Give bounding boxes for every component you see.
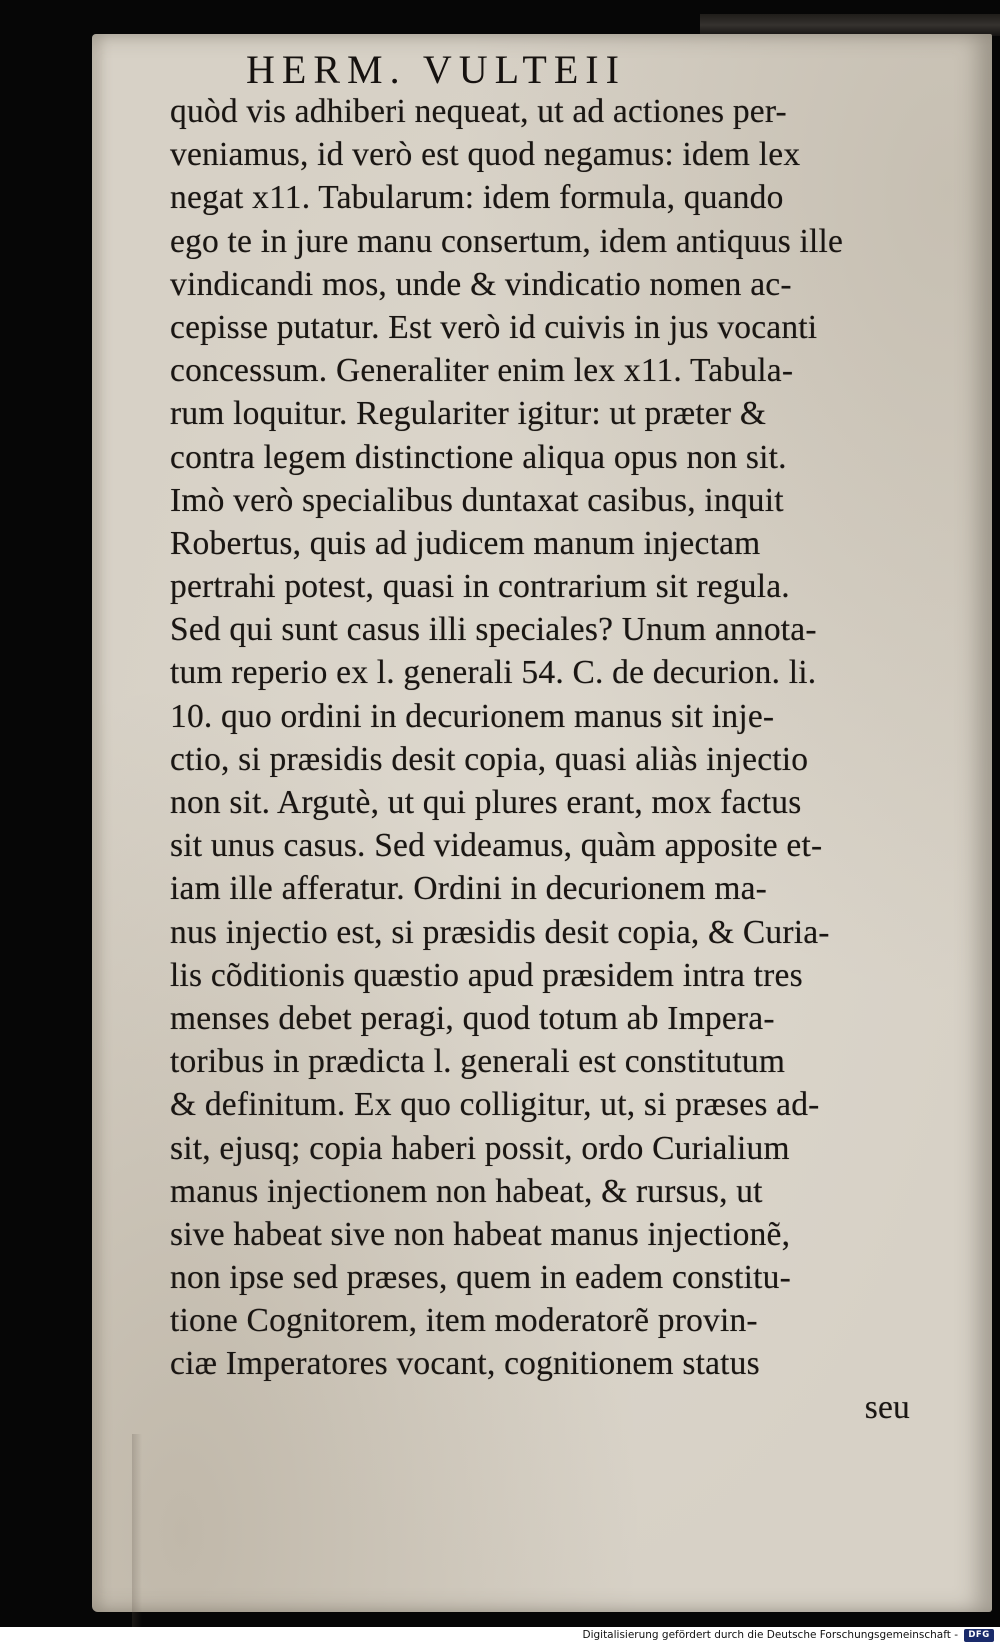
- dfg-logo-icon: DFG: [964, 1629, 994, 1642]
- text-line: vindicandi mos, unde & vindicatio nomen ac-: [170, 265, 792, 303]
- text-line: & definitum. Ex quo colligitur, ut, si præses ad-: [170, 1086, 820, 1124]
- digitization-credit: Digitalisierung gefördert durch die Deutsche Forschungsgemeinschaft -: [582, 1629, 958, 1641]
- text-line: tum reperio ex l. generali 54. C. de decurion. li.: [170, 654, 817, 692]
- text-line: non ipse sed præses, quem in eadem constitu-: [170, 1259, 791, 1297]
- text-line: Sed qui sunt casus illi speciales? Unum annota-: [170, 611, 817, 649]
- page-shadow: [132, 1434, 142, 1634]
- catchword: seu: [864, 1388, 910, 1426]
- text-line: rum loquitur. Regulariter igitur: ut præter &: [170, 395, 767, 433]
- text-line: contra legem distinctione aliqua opus non sit.: [170, 438, 787, 476]
- text-line: concessum. Generaliter enim lex x11. Tabula-: [170, 352, 794, 390]
- text-line: 10. quo ordini in decurionem manus sit inje-: [170, 697, 775, 735]
- text-line: negat x11. Tabularum: idem formula, quando: [170, 179, 784, 217]
- text-line: toribus in prædicta l. generali est constitutum: [170, 1043, 786, 1081]
- text-line: manus injectionem non habeat, & rursus, ut: [170, 1172, 763, 1210]
- page-stack-edge: [700, 14, 1000, 36]
- text-line: iam ille afferatur. Ordini in decurionem ma-: [170, 870, 768, 908]
- text-line: quòd vis adhiberi nequeat, ut ad actiones per-: [170, 93, 787, 130]
- text-line: pertrahi potest, quasi in contrarium sit regula.: [170, 568, 790, 606]
- body-text: [170, 90, 940, 1429]
- text-line: ego te in jure manu consertum, idem antiquus ille: [170, 222, 844, 260]
- text-line: Imò verò specialibus duntaxat casibus, inquit: [170, 481, 784, 519]
- text-line: tione Cognitorem, item moderatorẽ provin-: [170, 1302, 758, 1340]
- text-line: ctio, si præsidis desit copia, quasi aliàs injectio: [170, 740, 809, 778]
- text-line: veniamus, id verò est quod negamus: idem lex: [170, 136, 801, 174]
- text-line: nus injectio est, si præsidis desit copia, & Curia-: [170, 913, 830, 951]
- text-line: menses debet peragi, quod totum ab Impera-: [170, 999, 775, 1037]
- text-line: ciæ Imperatores vocant, cognitionem status: [170, 1345, 760, 1383]
- running-head: HERM. VULTEII: [246, 47, 626, 92]
- text-line: cepisse putatur. Est verò id cuivis in jus vocanti: [170, 308, 818, 346]
- text-line: sive habeat sive non habeat manus injectionẽ,: [170, 1215, 791, 1253]
- text-line: Robertus, quis ad judicem manum injectam: [170, 524, 761, 562]
- text-line: lis cõditionis quæstio apud præsidem intra tres: [170, 956, 803, 994]
- text-line: non sit. Argutè, ut qui plures erant, mox factus: [170, 784, 802, 821]
- text-line: sit unus casus. Sed videamus, quàm apposite et-: [170, 827, 823, 865]
- text-line: sit, ejusq; copia haberi possit, ordo Curialium: [170, 1129, 790, 1167]
